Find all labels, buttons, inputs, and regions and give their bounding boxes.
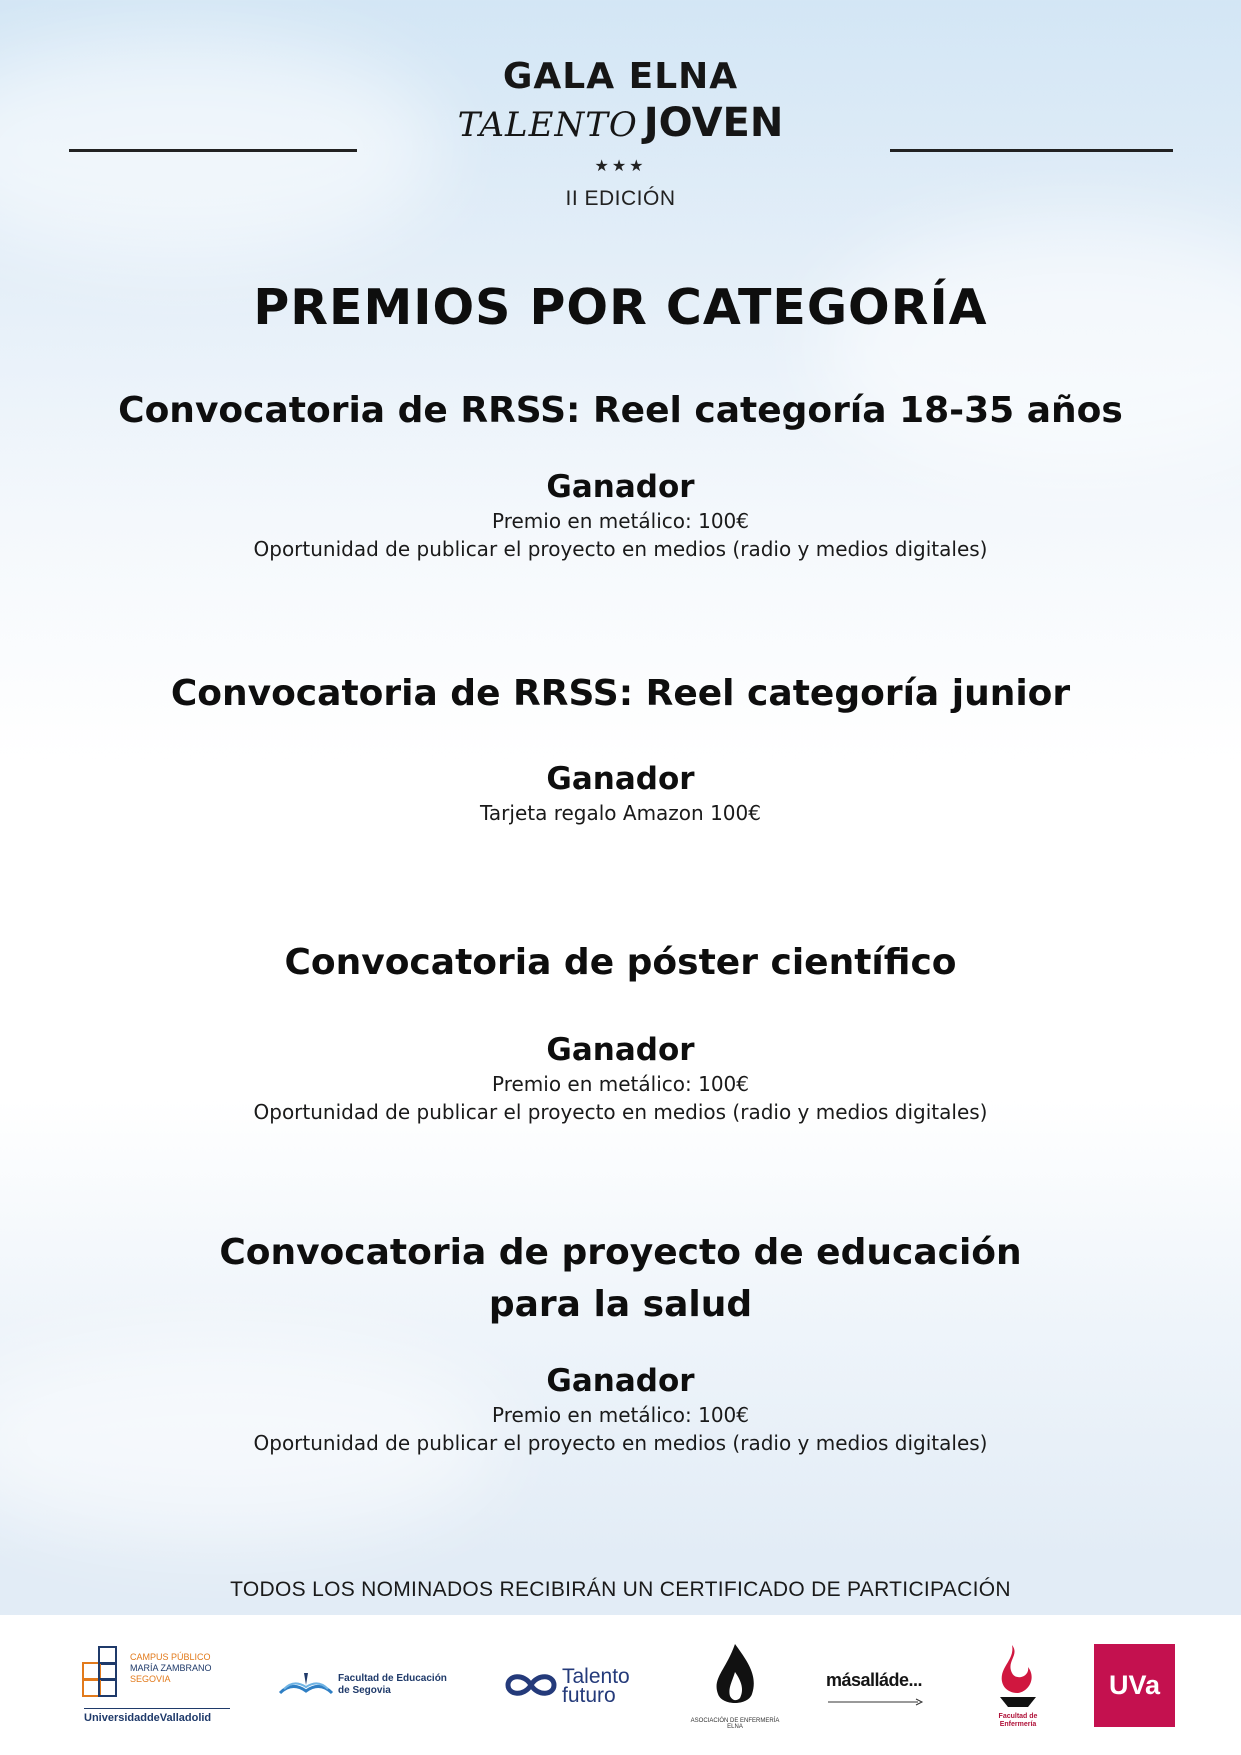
category-heading: Convocatoria de proyecto de educación xyxy=(219,1232,1022,1273)
facultad-enfermeria-text xyxy=(984,1713,1052,1729)
winner-label: Ganador xyxy=(546,1032,695,1068)
campus-text xyxy=(130,1652,212,1685)
campus-line-3: SEGOVIA xyxy=(130,1674,171,1684)
category-section xyxy=(40,937,1201,1126)
category-heading-continued: para la salud xyxy=(488,1284,753,1325)
winner-label: Ganador xyxy=(546,1363,695,1399)
talento-futuro-logo xyxy=(504,1667,644,1707)
category-section xyxy=(40,1227,1201,1457)
facultad-enfermeria-logo xyxy=(990,1643,1046,1739)
infinity-icon xyxy=(504,1667,558,1703)
logo-talento: TALENTO xyxy=(457,105,638,145)
category-heading: Convocatoria de RRSS: Reel categoría 18-35 años xyxy=(118,390,1123,431)
lamp-flame-icon xyxy=(990,1643,1046,1713)
facultad-educacion-line-2: de Segovia xyxy=(338,1685,391,1696)
masallade-logo xyxy=(826,1670,936,1710)
prize-line: Oportunidad de publicar el proyecto en medios (radio y medios digitales) xyxy=(253,537,988,561)
header-rule-right xyxy=(890,149,1173,152)
universidad-valladolid-text: UniversidaddeValladolid xyxy=(84,1708,230,1724)
prize-line: Premio en metálico: 100€ xyxy=(492,509,749,533)
facultad-educacion-logo xyxy=(278,1667,448,1707)
facultad-educacion-text xyxy=(338,1673,447,1697)
campus-square xyxy=(98,1678,117,1697)
uva-logo: UVa xyxy=(1094,1644,1175,1727)
flame-icon xyxy=(690,1642,780,1714)
campus-maria-zambrano-logo xyxy=(82,1646,232,1726)
winner-label: Ganador xyxy=(546,469,695,505)
arrow-line-icon xyxy=(826,1698,926,1706)
campus-line-1: CAMPUS PÚBLICO xyxy=(130,1652,211,1662)
winner-label: Ganador xyxy=(546,761,695,797)
page-title: PREMIOS POR CATEGORÍA xyxy=(253,279,988,336)
asociacion-text: ASOCIACIÓN DE ENFERMERÍA ELNA xyxy=(690,1718,780,1730)
header-rule-left xyxy=(69,149,357,152)
asociacion-enfermeria-logo xyxy=(690,1642,780,1732)
masallade-text: másalláde... xyxy=(826,1670,923,1690)
prize-line: Oportunidad de publicar el proyecto en medios (radio y medios digitales) xyxy=(253,1100,988,1124)
logo-stars: ★★★ xyxy=(594,156,647,175)
logo-gala-elna: GALA ELNA xyxy=(502,56,739,97)
facultad-enfermeria-line-2: Enfermería xyxy=(999,1721,1037,1728)
logo-joven: JOVEN xyxy=(643,100,784,146)
event-logo-header xyxy=(0,56,1241,211)
category-heading: Convocatoria de póster científico xyxy=(284,942,957,983)
logo-talento-joven xyxy=(0,100,1241,154)
prize-line: Oportunidad de publicar el proyecto en medios (radio y medios digitales) xyxy=(253,1431,988,1455)
facultad-educacion-line-1: Facultad de Educación xyxy=(338,1673,447,1684)
category-section xyxy=(40,668,1201,827)
prize-line: Premio en metálico: 100€ xyxy=(492,1072,749,1096)
campus-line-2: MARÍA ZAMBRANO xyxy=(130,1663,212,1673)
sponsor-logos-strip xyxy=(0,1615,1241,1755)
talento-futuro-text xyxy=(562,1667,630,1705)
prize-line: Tarjeta regalo Amazon 100€ xyxy=(480,801,761,825)
category-section xyxy=(40,385,1201,563)
futuro-word: futuro xyxy=(562,1684,616,1707)
talento-word: Talento xyxy=(562,1665,630,1688)
facultad-enfermeria-line-1: Facultad de xyxy=(998,1713,1038,1720)
participation-note: TODOS LOS NOMINADOS RECIBIRÁN UN CERTIFICADO DE PARTICIPACIÓN xyxy=(230,1578,1011,1601)
category-heading: Convocatoria de RRSS: Reel categoría junior xyxy=(170,673,1071,714)
edition-label: II EDICIÓN xyxy=(565,187,676,210)
prize-line: Premio en metálico: 100€ xyxy=(492,1403,749,1427)
open-book-icon xyxy=(278,1669,334,1699)
